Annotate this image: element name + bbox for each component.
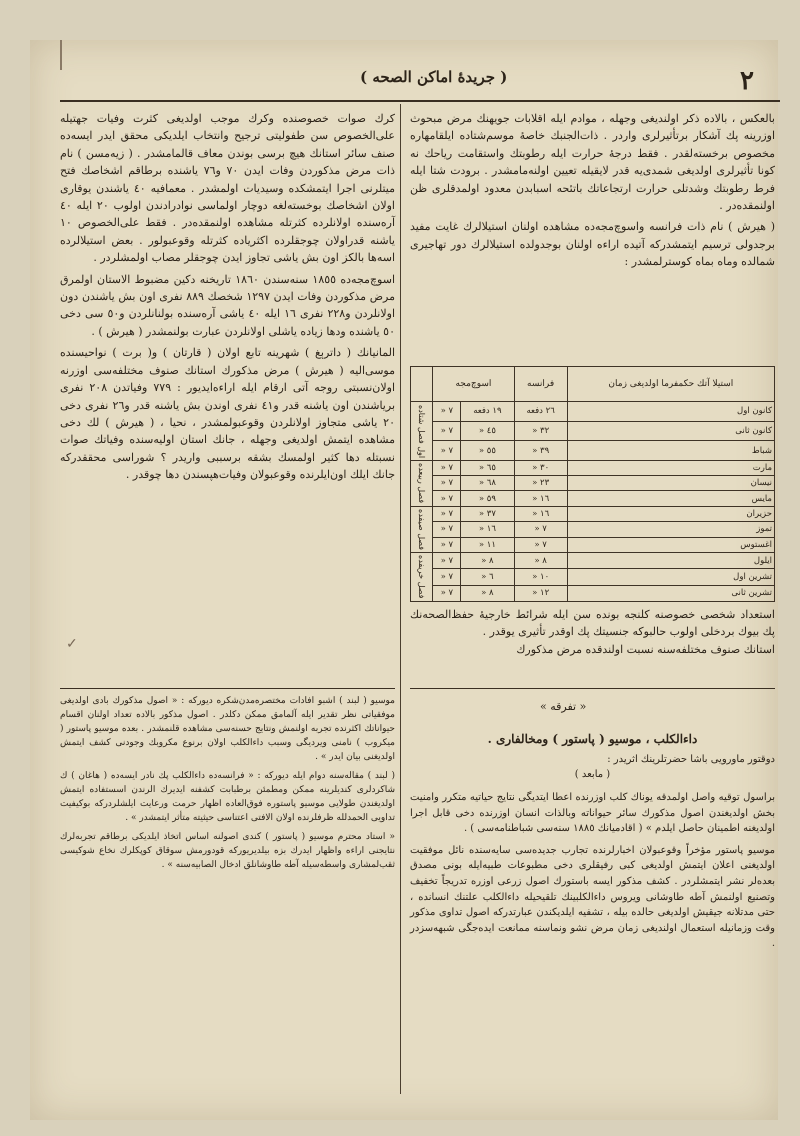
article-paragraph: المانيانك ( داترېغ ) شهرينه تابع اولان ( قارتان ) و( برت ) نواحيسنده موسی‌اليه ( هيرش ) مرض مذكورك استانك صنوف مختلفه‌سی اوزرنه اولان‌نسبتی روجه آتی ارقام ايله اراءه‌ايديور : ٧٧٩ وفياتدن ٢٠٨ نفری برياشندن اون ياشنه قدر و٤١ نفری اوندن بش ياشنه قدر و٢٦ نفری دخی ٢٠ ياشی متجاوز اولانلردن وقوعبولمشدر ، نحيا ، ( هيرش ) لك دخی مشاهده ايتمش اولديغی وجهله ، جانك استان اوليه‌سنده وفياتك صوات نسبتله دها كثير اولمسك بشقه برسببی واريدر ؟ شوراسی محققدركه جانك ايلك اون‌ايلرنده وقوعبولان وفيات‌هپسندن دها چوقدر .: [60, 346, 396, 482]
table-cell: ٦ «: [461, 569, 514, 585]
section-rule: [410, 688, 775, 689]
article-paragraph: كرك صوات خصوصنده وكرك موجب اولديغی كثرت وفيات جهتيله علی‌الخصوص سن طفوليتی ترجيح وانتخاب ايلديكی محقق ايدر ايسه‌ده صنف سائر استانك هيچ برسی بوندن معاف قالمامشدر . ( زيه‌مسن ) نام ذات مرض مذكوردن وفات ايدن ٧٠ و٧٦ ياشنده برطاقم اشخاصك فتح ميتلرنی اجرا ايتمشكده وسيديات اولمشدر . معمافيه ٤٠ ياشندن يوقاری اولان اشخاصك بوخسته‌لغه دوچار اولماسی نوادرادندن اولوب ٢٠ ايله ٤٠ آره‌سنده اولانلرده كثرتله مشاهده اولنمقده‌در . فقط علی‌الخصوص ١٠ ياشنه قدراولان چوجقلرده اكثرياده كثرتله وقوعبولور . بعض استيلالرده اسه‌ها بالكز اون بش ياشی تجاوز ايدن چوجقلر مصاب اولمشلردر .: [60, 112, 395, 265]
table-header: استيلا آتك حكمفرما اولديغی زمان: [567, 367, 774, 402]
footnote-paragraph: « استاد محترم موسيو ( پاستور ) كندی اصولنه اساس اتخاذ ايلديكی برطاقم تجربه‌لرك نتايجنی اراءه واظهار ايدرك بزه بيلديريوركه قودورمش سوقاق كوپكلرك نخاع شوكيسی ثقب‌لمشاری واسطه‌سيله آطه طاوشانلق ادخال الصابيه‌سنه » .: [60, 832, 395, 870]
table-header-row: [411, 367, 775, 402]
table-cell: ٧ «: [433, 585, 461, 601]
article-paragraph: ( هيرش ) نام ذات فرانسه واسوچ‌مجه‌ده مشاهده اولنان استيلالرك غايت مفيد برجدولی ترسيم ايتمشدركه آتيده اراءه اولنان بوجدولده استيلالرك دور تهاجيری شمالده وماه بماه كوسترلمشدر :: [410, 220, 775, 269]
table-row: [411, 402, 775, 422]
table-cell: ٧ «: [433, 506, 461, 521]
table-cell: ٦٨ «: [461, 476, 514, 491]
left-column: [60, 110, 395, 488]
table-cell: نيسان: [567, 476, 774, 491]
footnote-paragraph: موسيو ( لبند ) اشبو افادات مختصره‌مدن‌شكره ديوركه : « اصول مذكورك بادی اولديغی موفقياتی نظر تقدير ايله آلمامق ممكن دكلدر . اصول مذكور بالاده تعداد اولنان اقسام حيواناتك اكثرنده تجربه اولنمش ونتايج حسنه‌سی مشاهده قلنمشدر . بعده موسيو پاستور ( ميكروب ) نامنی ويرديگی وسبب داءالكلب اولان برنوع مكروبك وجودنی كشف ايتمش اولديغنی بيان ايدر » .: [60, 696, 395, 762]
table-cell: ١٢ «: [514, 585, 567, 601]
byline-note: ( مابعد ): [574, 769, 611, 780]
table-cell: ٨ «: [461, 553, 514, 569]
table-row: [411, 553, 775, 569]
table-cell: ٧ «: [514, 522, 567, 537]
page-header: [60, 66, 760, 96]
table-cell: ٧ «: [433, 491, 461, 506]
right-column-continued: [410, 606, 775, 658]
table-cell: ٧ «: [514, 537, 567, 552]
table-cell: ١٦ «: [514, 506, 567, 521]
table-cell: كانون ثانی: [567, 421, 774, 441]
table-cell: ١٠ «: [514, 569, 567, 585]
table-cell: ٢٣ «: [514, 476, 567, 491]
table-cell: ٧ «: [433, 402, 461, 422]
table-header: فرانسه: [514, 367, 567, 402]
article-paragraph: اسوچ‌مجه‌ده ١٨٥٥ سنه‌سندن ١٨٦٠ تاريخنه دكين مضبوط الاستان اولمرق مرض مذكوردن وفات ايدن ١٢٩٧ شخصك ٨٨٩ نفری اون بش ياشندن دون اولانلردن و٢٢٨ نفری ١٦ ايله ٤٠ ياشی آره‌سنده بولنانلردن و٥٠ سی دخی ٥٠ ياشنده ودها زياده ياشلی اولانلردن عبارت بولنمشدر ( هيرش ) .: [60, 272, 395, 338]
table-cell: ٥٥ «: [461, 441, 514, 461]
column-divider: [400, 104, 401, 1094]
table-cell: ايلول: [567, 553, 774, 569]
table-row: [411, 421, 775, 441]
table-row: [411, 569, 775, 585]
table-cell: تشرين ثانی: [567, 585, 774, 601]
table-cell: ٧ «: [433, 476, 461, 491]
table-cell: كانون اول: [567, 402, 774, 422]
table-cell: مارت: [567, 461, 774, 476]
table-cell: ٣٩ «: [514, 441, 567, 461]
season-label: فصل صيفده: [411, 506, 433, 552]
table-row: [411, 441, 775, 461]
byline: [410, 752, 775, 782]
right-article: [410, 790, 775, 958]
table-cell: ١٩ دفعه: [461, 402, 514, 422]
table-cell: ٧ «: [433, 461, 461, 476]
table-cell: شباط: [567, 441, 774, 461]
article-paragraph: بالعکس ، بالاده ذکر اولنديغی وجهله ، موادم ايله اقلابات جويهنك مرض مبحوث اوزرينه پك آشكار برتأثيرلری واردر . ذات‌الجنبك خاصهٔ موسم‌شتاده ايلقامهاره مخصوص برخسته‌لقدر . فقط درجهٔ حرارت ايله رطوبتك واستقامت رياحك نه كونا تأثيرلری اولديغی شمدی‌يه قدر لايقيله تعيين اولنه‌مامشدر . برودت شتا ايله فرط رطوبتك وشدتلی حرارت ارتجاعاتك باتئحه اسبابدن معدود اولمدقلری ظن اولنمقده‌در .: [410, 112, 775, 213]
table-cell: تشرين اول: [567, 569, 774, 585]
table-row: [411, 476, 775, 491]
pencil-mark: ✓: [66, 636, 78, 652]
footnote-paragraph: ( لبند ) مقاله‌سنه دوام ايله ديوركه : « فرانسه‌ده داءالكلب پك نادر ايسه‌ده ( هاغان ) ك شاكردلری كنديلرينه ممكن ومطمئن برطبابت كشفنه ايديرك الرندن اسستفاده ايتمش اولديغندن طولايی موسيو پاستوره فوق‌العاده اظهار حرمت ورعايت ايلشلردركه بوكيفيت تداويی الحمدلله ظرفلرنده اولان الافتی اعتناسی حيثيته متأثر ايتمشدر » .: [60, 771, 395, 823]
table-cell: ١٦ «: [461, 522, 514, 537]
season-label: فصل ربيعده: [411, 461, 433, 506]
table-row: [411, 522, 775, 537]
article-paragraph: استعداد شخصی خصوصنه كلنجه بونده سن ايله شرائط خارجيهٔ حفظ‌الصحه‌نك پك بيوك بردخلی اولوب حالبوكه جنسيتك پك اوقدر تأثيری يوقدر .: [410, 608, 775, 639]
table-cell: ٥٩ «: [461, 491, 514, 506]
table-cell: ٧ «: [433, 553, 461, 569]
page-number: ٢: [740, 66, 754, 96]
right-column: [410, 110, 775, 275]
header-rule: [60, 100, 780, 102]
table-cell: ٧ «: [433, 522, 461, 537]
season-label: اول فصل شتاده: [411, 402, 433, 461]
table-row: [411, 585, 775, 601]
table-row: [411, 491, 775, 506]
section-title: « تفرقه »: [540, 700, 587, 713]
table-cell: ١١ «: [461, 537, 514, 552]
article-paragraph: براسول توقيه واصل اولمدقه يوناك كلب اوزرنده اعطا ايتديگی نتايج حياتيه متكرر وامنيت بخش اولديغندن اصول مذكورك سائر حيواناته وبالذات انسان اوزرنده دخی قابل اجرا اولديغنه اطمينان حاصل ايلدم » ( اقادميانك ١٨٨٥ سنه‌سی شباطنامه‌سی ) .: [410, 792, 775, 835]
table-cell: ٤٥ «: [461, 421, 514, 441]
table-cell: ٧ «: [433, 441, 461, 461]
table-cell: ٣٧ «: [461, 506, 514, 521]
table-row: [411, 537, 775, 552]
season-label: فصل خريفده: [411, 553, 433, 602]
table-cell: مايس: [567, 491, 774, 506]
table-cell: ١٦ «: [514, 491, 567, 506]
journal-title: ( جريدهٔ اماكن الصحه ): [360, 68, 508, 86]
table-cell: ٢٦ دفعه: [514, 402, 567, 422]
article-paragraph: استانك صنوف مختلفه‌سنه نسبت اولندقده مرض مذكورك: [516, 642, 775, 656]
table-cell: ٧ «: [433, 569, 461, 585]
table-cell: ٧ «: [433, 537, 461, 552]
table-cell: تموز: [567, 522, 774, 537]
table-cell: ٣٠ «: [514, 461, 567, 476]
table-cell: حزيران: [567, 506, 774, 521]
table-header: اسوچ‌مجه: [433, 367, 514, 402]
table-cell: ٨ «: [461, 585, 514, 601]
table-cell: اغستوس: [567, 537, 774, 552]
table-header: [411, 367, 433, 402]
epidemic-table: [410, 366, 775, 602]
table-cell: ٦٥ «: [461, 461, 514, 476]
footnote-rule: [60, 688, 395, 689]
table-cell: ٧ «: [433, 421, 461, 441]
article-paragraph: موسيو پاستور مؤخراً وقوعبولان اخبارلرنده تجارب جديده‌سی سايه‌سنده نائل موفقيت اولديغنی اعلان ايتمش اولديغی كبی رفيقلری دخی مطبوعات طبيه‌ايله بونی مصدق بعده‌لر نشر ايتمشلردر . كشف مذكور ايسه باستورك اصول زرعی اوزره تدريجاً تخفيف وتصنيع اولنمش آطه طاوشانی ويروس داءالكلبينك تلقيحيله داءالكلب علتنك انسانده ، حتی مدتلانه جيقيش اولديغی حالده بيله ، تشفيه ايلديكندن عبارتدركه اصول تداوی مذكور وقت وزمانيله استعمال اولنديغی زمان مرض نشو ونماسنه ممانعت ايده‌جگی شبهه‌سزدر .: [410, 844, 775, 950]
byline-text: دوقتور ماورويی باشا حضرتلرينك اثريدر :: [607, 754, 775, 765]
table-row: [411, 506, 775, 521]
article-title: داءالكلب ، موسيو ( پاستور ) ومخالفاری .: [487, 732, 698, 746]
footnotes: [60, 694, 395, 877]
table-cell: ٨ «: [514, 553, 567, 569]
table-row: [411, 461, 775, 476]
table-cell: ٣٢ «: [514, 421, 567, 441]
